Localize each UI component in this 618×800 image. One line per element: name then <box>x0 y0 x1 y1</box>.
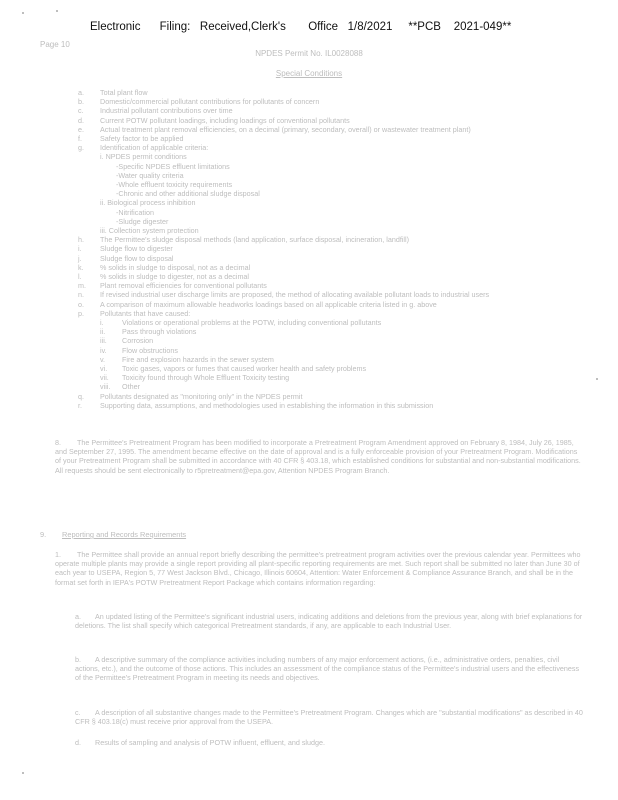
paragraph-1: 1. The Permittee shall provide an annual report briefly describing the permittee's pretreatment program activities over the previous calendar year. Permittees who operate multiple plants may provide a single report providing all plant-specific reporting requirements are met. Such report shall be submitted no later than June 30 of each year to USEPA, Region 5, 77 West Jackson Blvd., Chicago, Illinois 60604, Attention: Water Enforcement & Compliance Assurance Branch, and shall be in the format set forth in IEPA's POTW Pretreatment Report Package which contains information regarding: <box>55 550 581 587</box>
caused-item: vii. Toxicity found through Whole Effluent Toxicity testing <box>100 373 290 383</box>
paragraph-8: 8. The Permittee's Pretreatment Program has been modified to incorporate a Pretreatment Program Amendment approved on February 8, 1984, July 26, 1985, and September 27, 1995. The amendment became effective on the date of approval and is a fully enforceable provision of your Pretreatment Program. Modifications of your Pretreatment Program shall be submitted in accordance with 40 CFR § 403.18, which established conditions for substantial and non-substantial modifications. All requests should be sent electronically to r5pretreatment@epa.gov, Attention NPDES Program Branch. <box>55 438 581 475</box>
scan-speck <box>22 772 24 774</box>
list-item: b. Domestic/commercial pollutant contributions for pollutants of concern <box>78 97 320 107</box>
caused-item: iii. Corrosion <box>100 336 154 346</box>
list-item: c. Industrial pollutant contributions over time <box>78 106 233 116</box>
list-item: h. The Permittee's sludge disposal methods (land application, surface disposal, incineration, landfill) <box>78 235 410 245</box>
sub-item-c: c. A description of all substantive changes made to the Permittee's Pretreatment Program. Changes which are "substantial modifications" as described in 40 CFR § 403.18(c) must receive prior approval from the USEPA. <box>75 708 583 727</box>
list-item: l. % solids in sludge to digester, not as a decimal <box>78 272 250 281</box>
filing-stamp: Electronic Filing: Received,Clerk's Office 1/8/2021 **PCB 2021-049** <box>90 21 512 33</box>
criteria-item: iii. Collection system protection <box>100 226 199 235</box>
list-item: e. Actual treatment plant removal efficiencies, on a decimal (primary, secondary, overall) or wastewater treatment plant) <box>78 124 471 134</box>
criteria-item: i. NPDES permit conditions <box>100 152 187 162</box>
section-heading: Special Conditions <box>275 69 343 78</box>
caused-item: i. Violations or operational problems at the POTW, including conventional pollutants <box>100 318 382 327</box>
scan-speck <box>56 10 58 12</box>
caused-item: v. Fire and explosion hazards in the sewer system <box>100 354 274 364</box>
sub-item-a: a. An updated listing of the Permittee's significant industrial users, indicating additions and deletions from the previous year, along with brief explanations for deletions. The list shall specify which categorical Pretreatment standards, if any, are applicable to each Industrial User. <box>75 612 583 631</box>
list-item: a. Total plant flow <box>78 88 148 97</box>
caused-item: ii. Pass through violations <box>100 327 197 337</box>
list-item: r. Supporting data, assumptions, and methodologies used in establishing the information in this submission <box>78 400 434 410</box>
caused-item: iv. Flow obstructions <box>100 345 178 355</box>
criteria-item: -Sludge digester <box>116 216 169 226</box>
list-item: p. Pollutants that have caused: <box>78 308 191 318</box>
list-item: j. Sludge flow to disposal <box>78 253 174 263</box>
sub-item-b: b. A descriptive summary of the compliance activities including numbers of any major enforcement actions, (i.e., administrative orders, penalties, civil actions, etc.), and the outcome of those actions. This includes an assessment of the compliance status of the Permittee's industrial users and the effectiveness of the Permittee's Pretreatment Program in meeting its needs and objectives. <box>75 655 580 683</box>
caused-item: viii. Other <box>100 382 140 392</box>
list-item: q. Pollutants designated as "monitoring only" in the NPDES permit <box>78 391 303 401</box>
list-item: d. Current POTW pollutant loadings, including loadings of conventional pollutants <box>78 115 350 125</box>
criteria-item: -Nitrification <box>116 207 154 217</box>
list-item: m. Plant removal efficiencies for conventional pollutants <box>78 281 267 291</box>
criteria-item: -Water quality criteria <box>116 170 184 180</box>
scan-speck <box>22 12 24 14</box>
list-item: o. A comparison of maximum allowable headworks loadings based on all applicable criteria listed in g. above <box>78 299 437 309</box>
sub-item-d: d. Results of sampling and analysis of POTW influent, effluent, and sludge. <box>75 738 325 747</box>
list-item: g. Identification of applicable criteria: <box>78 143 209 153</box>
scan-speck <box>596 378 598 380</box>
list-item: k. % solids in sludge to disposal, not as a decimal <box>78 262 251 272</box>
caused-item: vi. Toxic gases, vapors or fumes that caused worker health and safety problems <box>100 364 367 373</box>
criteria-item: -Specific NPDES effluent limitations <box>116 161 230 171</box>
list-item: f. Safety factor to be applied <box>78 134 184 143</box>
list-item: n. If revised industrial user discharge limits are proposed, the method of allocating available pollutant loads to industrial users <box>78 290 490 300</box>
criteria-item: -Whole effluent toxicity requirements <box>116 180 233 189</box>
permit-number: NPDES Permit No. IL0028088 <box>255 49 363 58</box>
criteria-item: ii. Biological process inhibition <box>100 198 196 208</box>
list-item: i. Sludge flow to digester <box>78 244 173 254</box>
page-number: Page 10 <box>40 40 70 49</box>
criteria-item: -Chronic and other additional sludge disposal <box>116 189 260 199</box>
reporting-section-heading: 9. Reporting and Records Requirements <box>40 530 187 539</box>
